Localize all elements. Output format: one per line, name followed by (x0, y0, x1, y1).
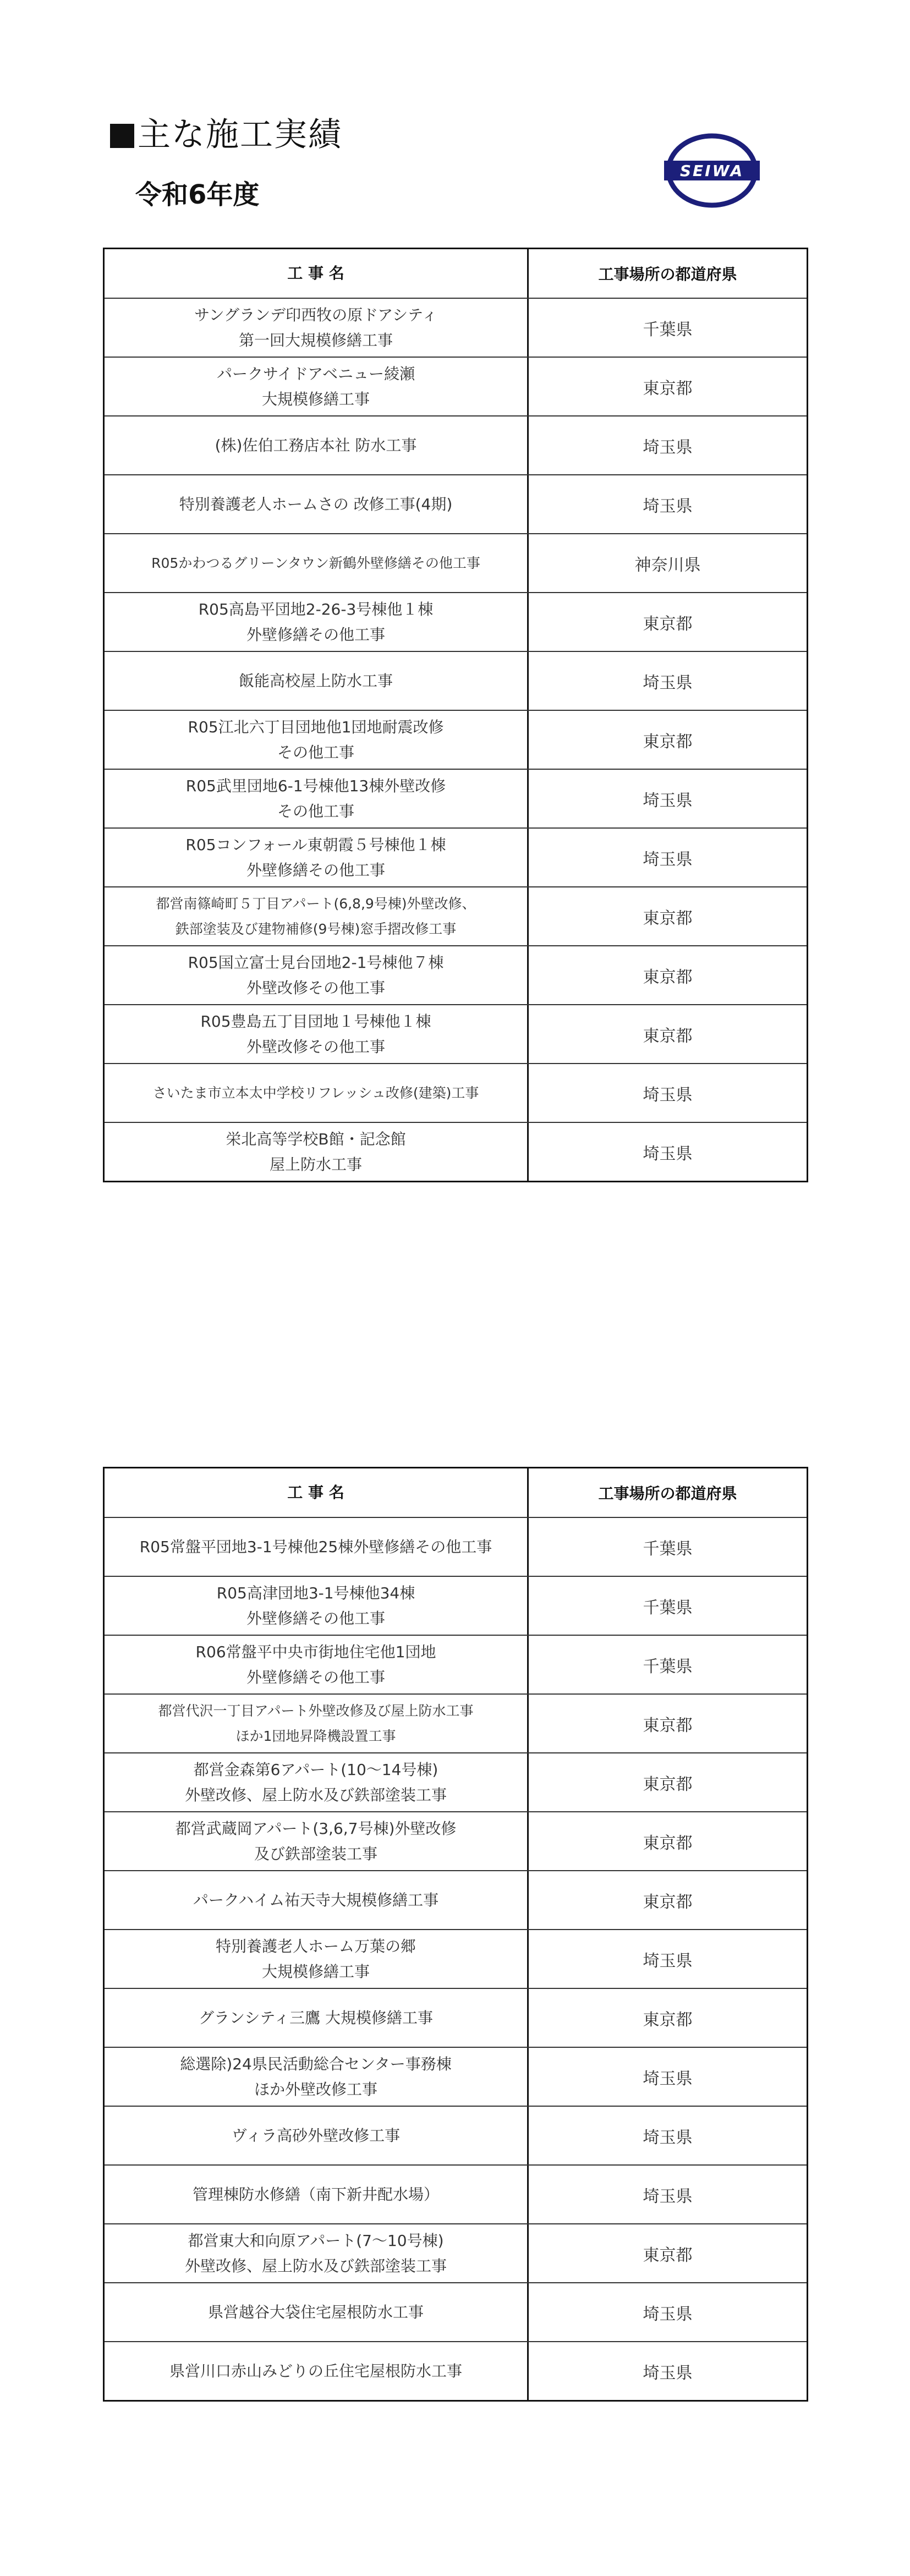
project-prefecture: 千葉県 (643, 1598, 693, 1618)
table-row (105, 710, 807, 769)
project-name: R05高津団地3-1号棟他34棟 外壁修繕その他工事 (105, 1577, 529, 1635)
project-name: さいたま市立本太中学校リフレッシュ改修(建築)工事 (105, 1064, 529, 1122)
project-name: R05常盤平団地3-1号棟他25棟外壁修繕その他工事 (105, 1518, 529, 1576)
project-prefecture: 東京都 (643, 1833, 693, 1853)
project-name: 都営南篠崎町５丁目アパート(6,8,9号棟)外壁改修、 鉄部塗装及び建物補修(9号棟)窓手摺改修工事 (105, 887, 529, 945)
project-prefecture: 東京都 (643, 1892, 693, 1912)
project-prefecture: 東京都 (643, 2245, 693, 2265)
project-name: R05かわつるグリーンタウン新鶴外壁修繕その他工事 (105, 534, 529, 592)
project-prefecture: 埼玉県 (643, 1951, 693, 1971)
table-row (105, 1122, 807, 1181)
table-row (105, 357, 807, 415)
table-row (105, 1752, 807, 1811)
table-row (105, 1929, 807, 1988)
table-row (105, 1811, 807, 1870)
project-name: サングランデ印西牧の原ドアシティ 第一回大規模修繕工事 (105, 299, 529, 357)
project-name: 特別養護老人ホーム万葉の郷 大規模修繕工事 (105, 1930, 529, 1988)
project-name: R06常盤平中央市街地住宅他1団地 外壁修繕その他工事 (105, 1636, 529, 1693)
project-name: パークサイドアベニュー綾瀬 大規模修繕工事 (105, 358, 529, 415)
page-title (110, 113, 342, 157)
table-row (105, 2223, 807, 2282)
project-name: 管理棟防水修繕（南下新井配水場） (105, 2166, 529, 2223)
table-row (105, 474, 807, 533)
project-prefecture: 埼玉県 (643, 791, 693, 810)
project-name: R05高島平団地2-26-3号棟他１棟 外壁修繕その他工事 (105, 593, 529, 651)
project-name: 都営代沢一丁目アパート外壁改修及び屋上防水工事 ほか1団地昇降機設置工事 (105, 1695, 529, 1752)
project-prefecture: 埼玉県 (643, 2128, 693, 2147)
project-name: パークハイム祐天寺大規模修繕工事 (105, 1871, 529, 1929)
project-name: ヴィラ高砂外壁改修工事 (105, 2107, 529, 2164)
project-prefecture: 埼玉県 (643, 1085, 693, 1105)
project-name: グランシティ三鷹 大規模修繕工事 (105, 1989, 529, 2047)
logo-text: SEIWA (679, 162, 744, 180)
project-name: 飯能高校屋上防水工事 (105, 652, 529, 710)
project-prefecture: 東京都 (643, 379, 693, 398)
page-title-text: 主な施工実績 (138, 116, 342, 154)
project-prefecture: 東京都 (643, 1774, 693, 1794)
table-header-row (105, 249, 807, 298)
project-prefecture: 埼玉県 (643, 1144, 693, 1164)
project-name: 都営金森第6アパート(10～14号棟) 外壁改修、屋上防水及び鉄部塗装工事 (105, 1753, 529, 1811)
project-prefecture: 埼玉県 (643, 496, 693, 516)
project-name: 都営東大和向原アパート(7～10号棟) 外壁改修、屋上防水及び鉄部塗装工事 (105, 2224, 529, 2282)
header-name: 工 事 名 (105, 249, 529, 298)
project-name: 県営越谷大袋住宅屋根防水工事 (105, 2283, 529, 2341)
table-row (105, 827, 807, 886)
table-row (105, 1576, 807, 1635)
project-prefecture: 埼玉県 (643, 2069, 693, 2089)
project-name: R05国立富士見台団地2-1号棟他７棟 外壁改修その他工事 (105, 946, 529, 1004)
project-name: (株)佐伯工務店本社 防水工事 (105, 416, 529, 474)
table-row (105, 886, 807, 945)
project-name: 栄北高等学校B館・記念館 屋上防水工事 (105, 1123, 529, 1181)
table-row (105, 1988, 807, 2047)
table-row (105, 769, 807, 827)
project-prefecture: 埼玉県 (643, 2304, 693, 2324)
project-prefecture: 埼玉県 (643, 437, 693, 457)
table-row (105, 592, 807, 651)
square-bullet-icon (110, 124, 134, 148)
project-prefecture: 東京都 (643, 2010, 693, 2030)
table-row (105, 533, 807, 592)
project-prefecture: 東京都 (643, 967, 693, 987)
project-prefecture: 東京都 (643, 732, 693, 752)
project-prefecture: 埼玉県 (643, 673, 693, 693)
project-prefecture: 埼玉県 (643, 2186, 693, 2206)
table-row (105, 2164, 807, 2223)
header-prefecture: 工事場所の都道府県 (598, 265, 737, 283)
project-name: R05武里団地6-1号棟他13棟外壁改修 その他工事 (105, 770, 529, 827)
works-table-1 (103, 248, 808, 1182)
table-row (105, 2282, 807, 2341)
table-row (105, 651, 807, 710)
fiscal-year-heading: 令和6年度 (135, 179, 260, 210)
works-table-2 (103, 1467, 808, 2402)
project-prefecture: 東京都 (643, 1026, 693, 1046)
table-row (105, 1004, 807, 1063)
table-row (105, 1693, 807, 1752)
project-prefecture: 埼玉県 (643, 849, 693, 869)
project-name: R05豊島五丁目団地１号棟他１棟 外壁改修その他工事 (105, 1005, 529, 1063)
project-prefecture: 埼玉県 (643, 2363, 693, 2383)
project-prefecture: 千葉県 (643, 1539, 693, 1559)
table-row (105, 1063, 807, 1122)
table-row (105, 298, 807, 357)
table-row (105, 945, 807, 1004)
project-prefecture: 東京都 (643, 908, 693, 928)
header-prefecture: 工事場所の都道府県 (598, 1484, 737, 1503)
table-row (105, 415, 807, 474)
project-name: 都営武蔵岡アパート(3,6,7号棟)外壁改修 及び鉄部塗装工事 (105, 1812, 529, 1870)
table-row (105, 2047, 807, 2106)
table-header-row (105, 1468, 807, 1517)
table-row (105, 1870, 807, 1929)
project-prefecture: 千葉県 (643, 1657, 693, 1676)
project-name: 総選除)24県民活動総合センター事務棟 ほか外壁改修工事 (105, 2048, 529, 2106)
table-row (105, 1517, 807, 1576)
project-name: 県営川口赤山みどりの丘住宅屋根防水工事 (105, 2342, 529, 2400)
table-row (105, 1635, 807, 1693)
project-name: R05コンフォール東朝霞５号棟他１棟 外壁修繕その他工事 (105, 829, 529, 886)
header-name: 工 事 名 (105, 1468, 529, 1517)
seiwa-logo (664, 132, 760, 209)
project-prefecture: 神奈川県 (634, 555, 701, 575)
project-prefecture: 千葉県 (643, 320, 693, 339)
project-name: 特別養護老人ホームさの 改修工事(4期) (105, 475, 529, 533)
project-prefecture: 東京都 (643, 614, 693, 634)
table-row (105, 2106, 807, 2164)
project-prefecture: 東京都 (643, 1715, 693, 1735)
table-row (105, 2341, 807, 2400)
project-name: R05江北六丁目団地他1団地耐震改修 その他工事 (105, 711, 529, 769)
